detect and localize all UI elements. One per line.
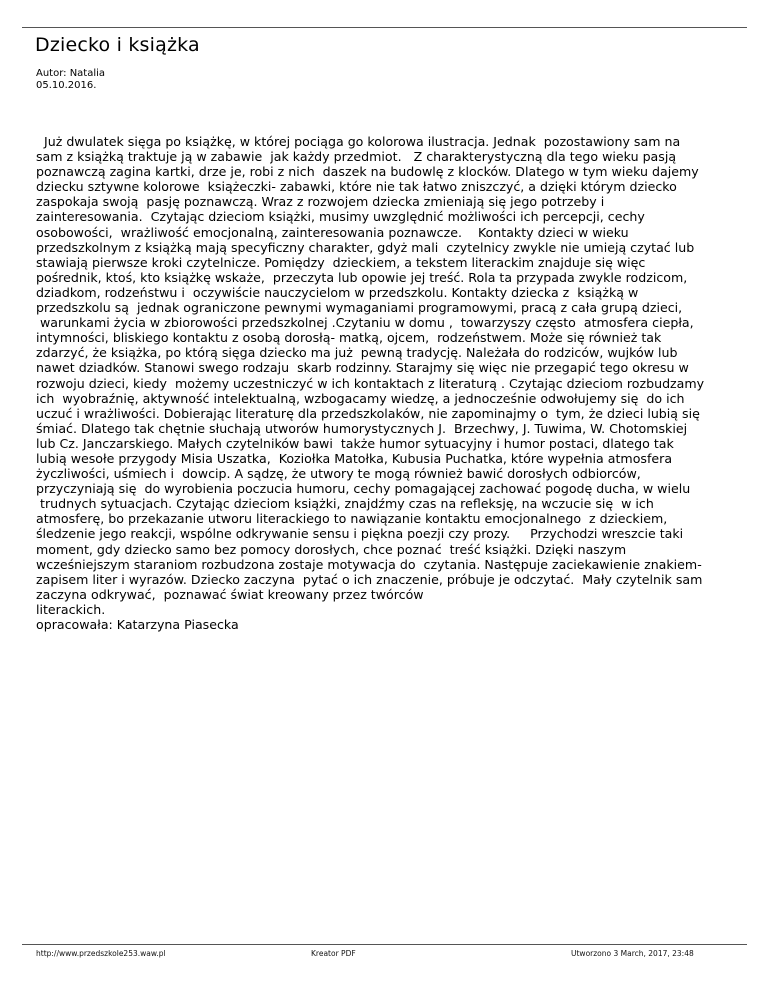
article-text-line: intymności, bliskiego kontaktu z osobą dorosłą- matką, ojcem, rodzeństwem. Może się również tak [36,330,662,346]
article-text-line: przedszkolnym z książką mają specyficzny charakter, gdyż mali czytelnicy zwykle nie umieją czytać lub [36,239,695,255]
article-text-line: uczuć i wrażliwości. Dobierając literaturę dla przedszkolaków, nie zapominajmy o tym, że dzieci lubią się [36,405,700,421]
article-text-line: wcześniejszym staraniom rozbudzona zostaje motywacja do czytania. Następuje zaciekawienie znakiem- [36,556,702,572]
footer-url-link[interactable]: http://www.przedszkole253.waw.pl [36,949,166,958]
article-text-line: przedszkolu są jednak ograniczone pewnymi wymaganiami programowymi, pracą z cała grupą dzieci, [36,300,683,316]
article-text-line: zaczyna odkrywać, poznawać świat kreowany przez twórców [36,586,424,602]
article-text-line: lub Cz. Janczarskiego. Małych czytelników bawi także humor sytuacyjny i humor postaci, dlatego tak [36,435,674,451]
article-text-line: literackich. [36,601,106,617]
article-title: Dziecko i książka [35,34,200,56]
article-text-line: przyczyniają się do wyrobienia poczucia humoru, cechy pomagającej zachować pogodę ducha, w wielu [36,481,691,497]
footer-created-date: Utworzono 3 March, 2017, 23:48 [571,949,694,958]
header-divider [22,27,747,28]
article-text-line: warunkami życia w zbiorowości przedszkolnej .Czytaniu w domu , towarzyszy często atmosfera ciepła, [36,315,694,331]
article-body [36,134,738,632]
article-text-line: rozwoju dzieci, kiedy możemy uczestniczyć w ich kontaktach z literaturą . Czytając dzieciom rozbudzamy [36,375,705,391]
article-text-line: śledzenie jego reakcji, wspólne odkrywanie sensu i piękna poezji czy prozy. Przychodzi wreszcie taki [36,526,684,542]
article-text-line: dziadkom, rodzeństwu i oczywiście nauczycielom w przedszkolu. Kontakty dziecka z książką w [36,284,639,300]
article-text-line: zaspokaja swoją pasję poznawczą. Wraz z rozwojem dziecka zmieniają się jego potrzeby i [36,194,605,210]
article-text-line: zdarzyć, że książka, po którą sięga dziecko ma już pewną tradycję. Należała do rodziców, wujków lub [36,345,678,361]
article-text-line: opracowała: Katarzyna Piasecka [36,617,239,632]
article-text-line: osobowości, wrażliwość emocjonalną, zainteresowania poznawcze. Kontakty dzieci w wieku [36,224,629,240]
article-text-line: atmosferę, bo przekazanie utworu literackiego to nawiązanie kontaktu emocjonalnego z dzieckiem, [36,511,668,527]
date-line: 05.10.2016. [36,80,97,91]
article-text-line: życzliwości, uśmiech i dowcip. A sądzę, że utwory te mogą również bawić dorosłych odbiorców, [36,466,641,482]
article-text-line: Już dwulatek sięga po książkę, w której pociąga go kolorowa ilustracja. Jednak pozostawiony sam na [36,134,681,149]
article-meta [36,68,105,92]
article-text-line: dziecku sztywne kolorowe książeczki- zabawki, które nie tak łatwo zniszczyć, a dzięki którym dziecko [36,179,677,195]
article-text-line: lubią wesołe przygody Misia Uszatka, Koziołka Matołka, Kubusia Puchatka, które wypełnia atmosfera [36,450,673,466]
article-text-line: moment, gdy dziecko samo bez pomocy dorosłych, chce poznać treść książki. Dzięki naszym [36,541,627,557]
article-text-line: nawet dziadków. Stanowi swego rodzaju skarb rodzinny. Starajmy się więc nie przegapić tego okresu w [36,360,689,376]
article-text-line: śmiać. Dlatego tak chętnie słuchają utworów humorystycznych J. Brzechwy, J. Tuwima, W. Chotomskiej [36,420,688,436]
author-line: Autor: Natalia [36,68,106,79]
article-text-line: zainteresowania. Czytając dzieciom książki, musimy uwzględnić możliwości ich percepcji, cechy [36,209,645,225]
article-text-line: zapisem liter i wyrazów. Dziecko zaczyna pytać o ich znaczenie, próbuje je odczytać. Mały czytelnik sam [36,571,703,587]
article-text-line: pośrednik, ktoś, kto książkę wskaże, przeczyta lub opowie jej treść. Rola ta przypada zwykle rodzicom, [36,269,688,285]
article-text-line: trudnych sytuacjach. Czytając dzieciom książki, znajdźmy czas na refleksję, na wczucie się w ich [36,496,654,512]
article-text-line: sam z książką traktuje ją w zabawie jak każdy przedmiot. Z charakterystyczną dla tego wieku pasją [36,149,677,165]
article-text-line: ich wyobraźnię, aktywność intelektualną, wzbogacamy wiedzę, a jednocześnie odwołujemy się do ich [36,390,685,406]
footer-generator: Kreator PDF [311,949,356,958]
article-text-line: poznawczą zagina kartki, drze je, robi z nich daszek na budowlę z klocków. Dlatego w tym wieku dajemy [36,164,699,180]
article-text-line: stawiają pierwsze kroki czytelnicze. Pomiędzy dzieckiem, a tekstem literackim znajduje się więc [36,254,646,270]
footer-divider [22,944,747,945]
